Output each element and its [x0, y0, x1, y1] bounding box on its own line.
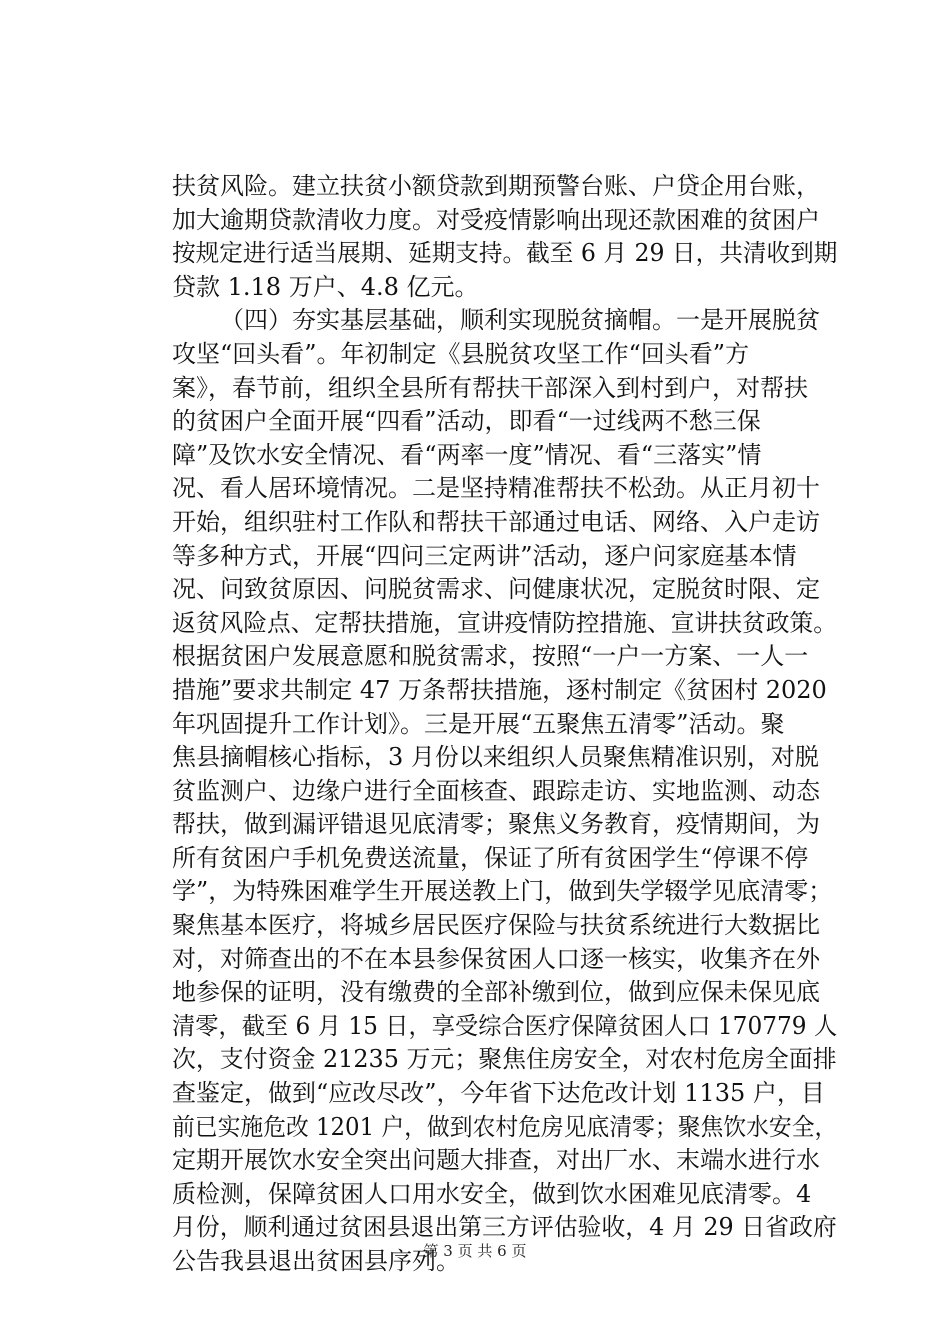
- text-line: 按规定进行适当展期、延期支持。截至 6 月 29 日，共清收到期: [172, 239, 838, 268]
- text-line: 攻坚“回头看”。年初制定《县脱贫攻坚工作“回头看”方: [172, 339, 750, 368]
- text-line: 贷款 1.18 万户、4.8 亿元。: [172, 272, 479, 301]
- text-line: 年巩固提升工作计划》。三是开展“五聚焦五清零”活动。聚: [172, 709, 785, 738]
- text-line: 查鉴定，做到“应改尽改”，今年省下达危改计划 1135 户，目: [172, 1079, 825, 1108]
- text-line: 前已实施危改 1201 户，做到农村危房见底清零；聚焦饮水安全，: [172, 1112, 838, 1141]
- text-line: 返贫风险点、定帮扶措施，宣讲疫情防控措施、宣讲扶贫政策。: [172, 608, 838, 637]
- text-line: 清零，截至 6 月 15 日，享受综合医疗保障贫困人口 170779 人: [172, 1011, 838, 1040]
- text-line: 公告我县退出贫困县序列。: [172, 1247, 460, 1275]
- text-line: 聚焦基本医疗，将城乡居民医疗保险与扶贫系统进行大数据比: [172, 911, 820, 940]
- text-line: 所有贫困户手机免费送流量，保证了所有贫困学生“停课不停: [172, 843, 809, 872]
- text-line: 帮扶，做到漏评错退见底清零；聚焦义务教育，疫情期间，为: [172, 810, 820, 839]
- text-line: 等多种方式，开展“四问三定两讲”活动，逐户问家庭基本情: [172, 541, 797, 570]
- text-line: 次，支付资金 21235 万元；聚焦住房安全，对农村危房全面排: [172, 1045, 837, 1074]
- text-line: 学”，为特殊困难学生开展送教上门，做到失学辍学见底清零；: [172, 877, 833, 906]
- text-line: 扶贫风险。建立扶贫小额贷款到期预警台账、户贷企用台账，: [172, 172, 820, 200]
- text-line: 措施”要求共制定 47 万条帮扶措施，逐村制定《贫困村 2020: [172, 675, 827, 704]
- text-line: 对，对筛查出的不在本县参保贫困人口逐一核实，收集齐在外: [172, 944, 820, 973]
- body-text: [172, 170, 837, 1279]
- text-line: 况、看人居环境情况。二是坚持精准帮扶不松劲。从正月初十: [172, 474, 820, 503]
- text-line: 贫监测户、边缘户进行全面核查、跟踪走访、实地监测、动态: [172, 776, 820, 805]
- text-line: 根据贫困户发展意愿和脱贫需求，按照“一户一方案、一人一: [172, 642, 809, 671]
- text-line: 焦县摘帽核心指标，3 月份以来组织人员聚焦精准识别，对脱: [172, 743, 819, 772]
- text-line: 加大逾期贷款清收力度。对受疫情影响出现还款困难的贫困户: [172, 205, 820, 234]
- text-line: 定期开展饮水安全突出问题大排查，对出厂水、末端水进行水: [172, 1146, 820, 1175]
- text-line: 况、问致贫原因、问脱贫需求、问健康状况，定脱贫时限、定: [172, 575, 820, 604]
- text-line: 的贫困户全面开展“四看”活动，即看“一过线两不愁三保: [172, 407, 761, 436]
- page-footer: 第 3 页 共 6 页: [423, 1242, 527, 1260]
- text-line: 质检测，保障贫困人口用水安全，做到饮水困难见底清零。4: [172, 1179, 812, 1208]
- text-line: 障”及饮水安全情况、看“两率一度”情况、看“三落实”情: [172, 440, 762, 469]
- text-line: 月份，顺利通过贫困县退出第三方评估验收，4 月 29 日省政府: [172, 1213, 837, 1242]
- text-line: 开始，组织驻村工作队和帮扶干部通过电话、网络、入户走访: [172, 507, 820, 536]
- text-line: 地参保的证明，没有缴费的全部补缴到位，做到应保未保见底: [172, 978, 820, 1007]
- text-line: 案》，春节前，组织全县所有帮扶干部深入到村到户，对帮扶: [172, 373, 808, 402]
- text-line: （四）夯实基层基础，顺利实现脱贫摘帽。一是开展脱贫: [220, 306, 820, 335]
